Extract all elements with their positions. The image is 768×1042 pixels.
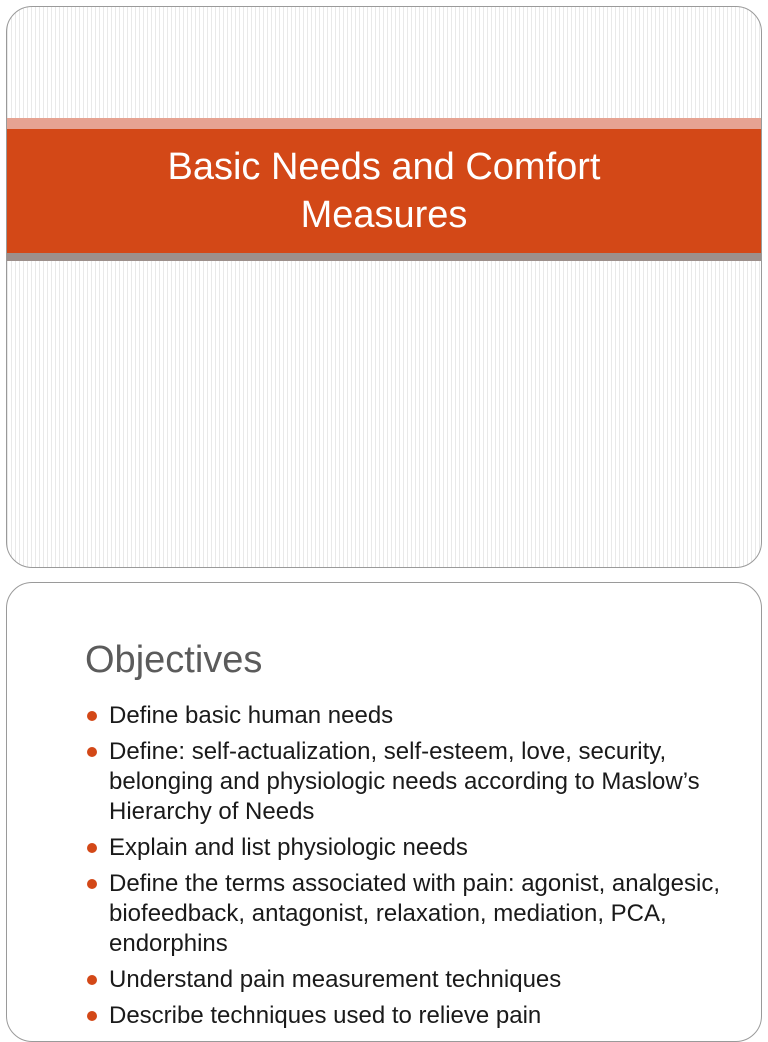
bullet-icon: [87, 843, 97, 853]
bullet-text: Define the terms associated with pain: agonist, analgesic, biofeedback, antagonist, relaxation, mediation, PCA, endorphins: [109, 870, 721, 957]
bullet-text: Explain and list physiologic needs: [109, 834, 468, 861]
list-item: [87, 869, 727, 959]
bullet-icon: [87, 975, 97, 985]
objectives-title: Objectives: [85, 639, 263, 681]
bullet-text: Define: self-actualization, self-esteem, love, security, belonging and physiologic needs according to Maslow’s Hierarchy of Needs: [109, 738, 700, 825]
bullet-icon: [87, 747, 97, 757]
objectives-list: [87, 701, 727, 1037]
list-item: [87, 833, 727, 863]
title-band-bottom-stripe: [7, 253, 761, 261]
list-item: [87, 1001, 727, 1031]
list-item: [87, 701, 727, 731]
bullet-icon: [87, 1011, 97, 1021]
bullet-icon: [87, 711, 97, 721]
title-slide: [6, 6, 762, 568]
title-band: [7, 129, 761, 253]
bullet-text: Describe techniques used to relieve pain: [109, 1002, 542, 1029]
bullet-text: Understand pain measurement techniques: [109, 966, 562, 993]
bullet-icon: [87, 879, 97, 889]
slide-title: Basic Needs and Comfort Measures: [167, 146, 601, 236]
title-band-top-stripe: [7, 118, 761, 129]
bullet-text: Define basic human needs: [109, 702, 394, 729]
list-item: [87, 737, 727, 827]
list-item: [87, 965, 727, 995]
objectives-slide: [6, 582, 762, 1042]
